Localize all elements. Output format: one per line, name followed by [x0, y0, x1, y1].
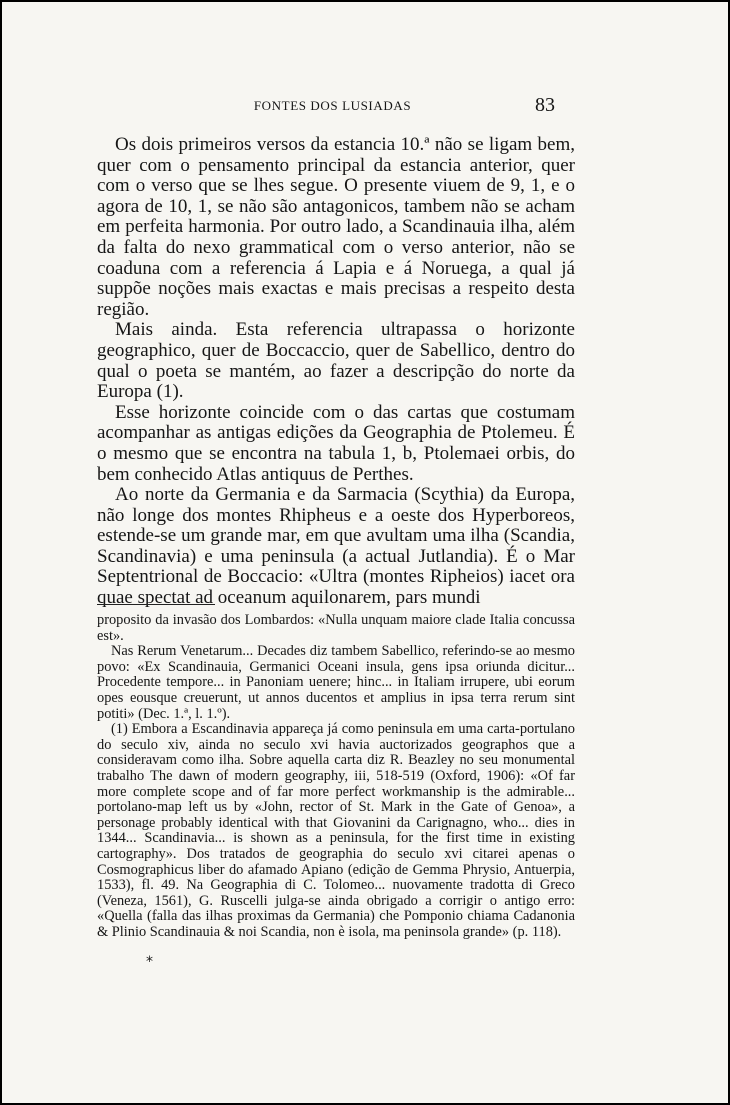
- footnote-separator: [97, 604, 215, 605]
- page-number: 83: [535, 94, 555, 116]
- footnote: proposito da invasão dos Lombardos: «Nulla unquam maiore clade Italia concussa est».: [97, 612, 575, 644]
- paragraph: Mais ainda. Esta referencia ultrapassa o horizonte geographico, quer de Boccaccio, quer de Sabellico, dentro do qual o poeta se mantém, ao fazer a descripção do norte da Europa (1).: [97, 319, 575, 403]
- running-title: FONTES DOS LUSIADAS: [253, 98, 412, 113]
- end-mark: *: [146, 954, 153, 970]
- main-text: [97, 135, 575, 609]
- footnotes: [97, 613, 575, 940]
- footnote: (1) Embora a Escandinavia appareça já como peninsula em uma carta-portulano do seculo xiv, ainda no seculo xvi havia auctorizados geographos que a consideravam como ilha. Sobre aquella carta diz R. Beazley no seu monumental trabalho The dawn of modern geography, iii, 518-519 (Oxford, 1906): «Of far more complete scope and of far more perfect workmanship is the admirable... portolano-map left us by «John, rector of St. Mark in the Gate of Genoa», a personage probably identical with that Giovanini da Carignagno, who... dies in 1344... Scandinavia... is shown as a peninsula, for the first time in existing cartography». Dos tratados de geographia do seculo xvi citarei apenas o Cosmographicus liber do afamado Apiano (edição de Gemma Phrysio, Antuerpia, 1533), fl. 49. Na Geographia di C. Tolomeo... nuovamente tradotta di Greco (Veneza, 1561), G. Ruscelli julga-se ainda obrigado a corrigir o antigo erro: «Quella (falla das ilhas proximas da Germania) che Pomponio chiama Cadanonia & Plinio Scandinauia & noi Scandia, non è isola, ma peninsola grande» (p. 118).: [97, 721, 575, 940]
- paragraph: Os dois primeiros versos da estancia 10.ª não se ligam bem, quer com o pensamento principal da estancia anterior, quer com o verso que se lhes segue. O presente viuem de 9, 1, e o agora de 10, 1, se não são antagonicos, tambem não se acham em perfeita harmonia. Por outro lado, a Scandinauia ilha, além da falta do nexo grammatical com o verso anterior, não se coaduna com a referencia á Lapia e á Noruega, a qual já suppõe noções mais exactas e mais precisas a respeito desta região.: [97, 134, 575, 320]
- footnote: Nas Rerum Venetarum... Decades diz tambem Sabellico, referindo-se ao mesmo povo: «Ex Scandinauia, Germanici Oceani insula, gens ipsa oriunda dicitur... Procedente tempore... in Panoniam uenere; hinc... in Italiam irrupere, ubi eorum opes eousque creuerunt, ut annos ducentos et amplius in ipsa terra rerum sint potiti» (Dec. 1.ª, l. 1.º).: [97, 643, 575, 722]
- paragraph: Esse horizonte coincide com o das cartas que costumam acompanhar as antigas edições da Geographia de Ptolemeu. É o mesmo que se encontra na tabula 1, b, Ptolemaei orbis, do bem conhecido Atlas antiquus de Perthes.: [97, 401, 575, 485]
- paragraph: Ao norte da Germania e da Sarmacia (Scythia) da Europa, não longe dos montes Rhipheus e a oeste dos Hyperboreos, estende-se um grande mar, em que avultam uma ilha (Scandia, Scandinavia) e uma peninsula (a actual Jutlandia). É o Mar Septentrional de Boccacio: «Ultra (montes Ripheios) iacet ora quae spectat ad oceanum aquilonarem, pars mundi: [97, 484, 575, 609]
